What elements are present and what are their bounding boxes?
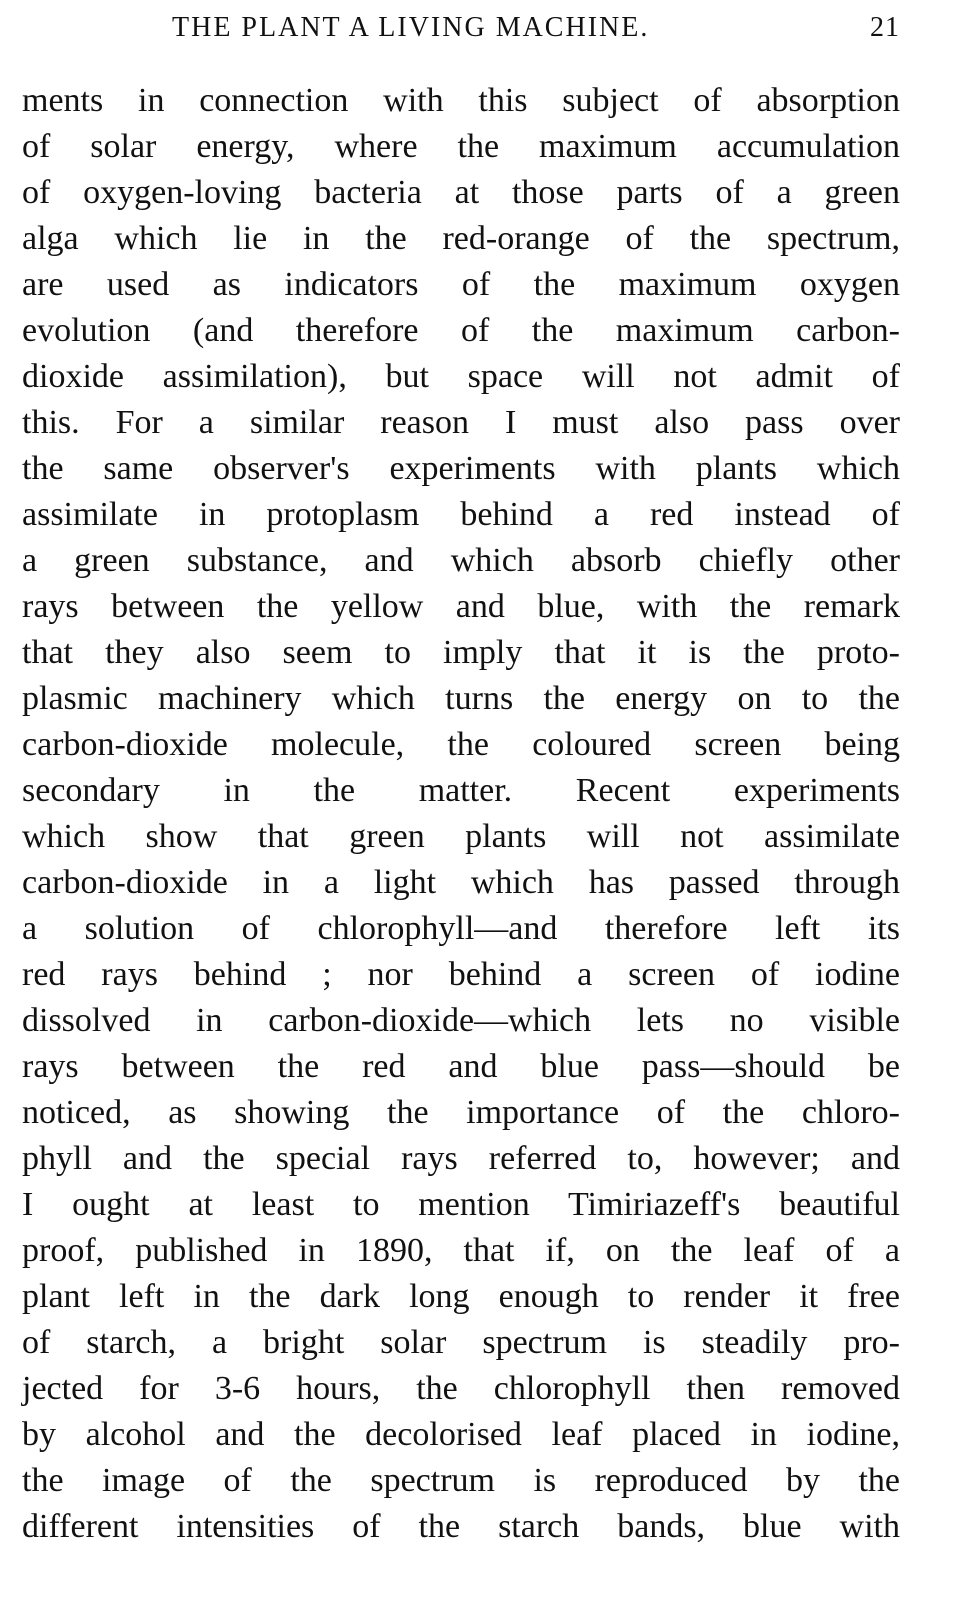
text-line: assimilate in protoplasm behind a red instead of xyxy=(22,496,900,533)
text-line: ments in connection with this subject of absorption xyxy=(22,82,900,119)
text-line: red rays behind ; nor behind a screen of iodine xyxy=(22,956,900,993)
text-line: jected for 3-6 hours, the chlorophyll then removed xyxy=(22,1370,900,1407)
body-text xyxy=(22,78,900,1550)
running-title: THE PLANT A LIVING MACHINE. xyxy=(172,12,650,43)
text-line: of oxygen-loving bacteria at those parts of a green xyxy=(22,174,900,211)
running-head xyxy=(22,8,900,48)
text-line: carbon-dioxide molecule, the coloured screen being xyxy=(22,726,900,763)
text-line: of starch, a bright solar spectrum is steadily pro- xyxy=(22,1324,900,1361)
text-line: the same observer's experiments with plants which xyxy=(22,450,900,487)
text-line: dissolved in carbon-dioxide—which lets no visible xyxy=(22,1002,900,1039)
text-line: different intensities of the starch bands, blue with xyxy=(22,1508,900,1545)
text-line: a green substance, and which absorb chiefly other xyxy=(22,542,900,579)
text-line: noticed, as showing the importance of the chloro- xyxy=(22,1094,900,1131)
text-line: plant left in the dark long enough to render it free xyxy=(22,1278,900,1315)
text-line: I ought at least to mention Timiriazeff's beautiful xyxy=(22,1186,900,1223)
text-line: carbon-dioxide in a light which has passed through xyxy=(22,864,900,901)
text-line: of solar energy, where the maximum accumulation xyxy=(22,128,900,165)
text-line: rays between the yellow and blue, with the remark xyxy=(22,588,900,625)
text-line: this. For a similar reason I must also pass over xyxy=(22,404,900,441)
text-line: alga which lie in the red-orange of the spectrum, xyxy=(22,220,900,257)
text-line: a solution of chlorophyll—and therefore left its xyxy=(22,910,900,947)
text-line: rays between the red and blue pass—should be xyxy=(22,1048,900,1085)
text-line: proof, published in 1890, that if, on the leaf of a xyxy=(22,1232,900,1269)
text-line: evolution (and therefore of the maximum carbon- xyxy=(22,312,900,349)
text-line: by alcohol and the decolorised leaf placed in iodine, xyxy=(22,1416,900,1453)
text-line: which show that green plants will not assimilate xyxy=(22,818,900,855)
text-line: that they also seem to imply that it is the proto- xyxy=(22,634,900,671)
text-line: the image of the spectrum is reproduced by the xyxy=(22,1462,900,1499)
text-line: secondary in the matter. Recent experiments xyxy=(22,772,900,809)
page-number: 21 xyxy=(870,12,900,43)
text-line: phyll and the special rays referred to, however; and xyxy=(22,1140,900,1177)
text-line: dioxide assimilation), but space will not admit of xyxy=(22,358,900,395)
text-line: plasmic machinery which turns the energy on to the xyxy=(22,680,900,717)
text-line: are used as indicators of the maximum oxygen xyxy=(22,266,900,303)
